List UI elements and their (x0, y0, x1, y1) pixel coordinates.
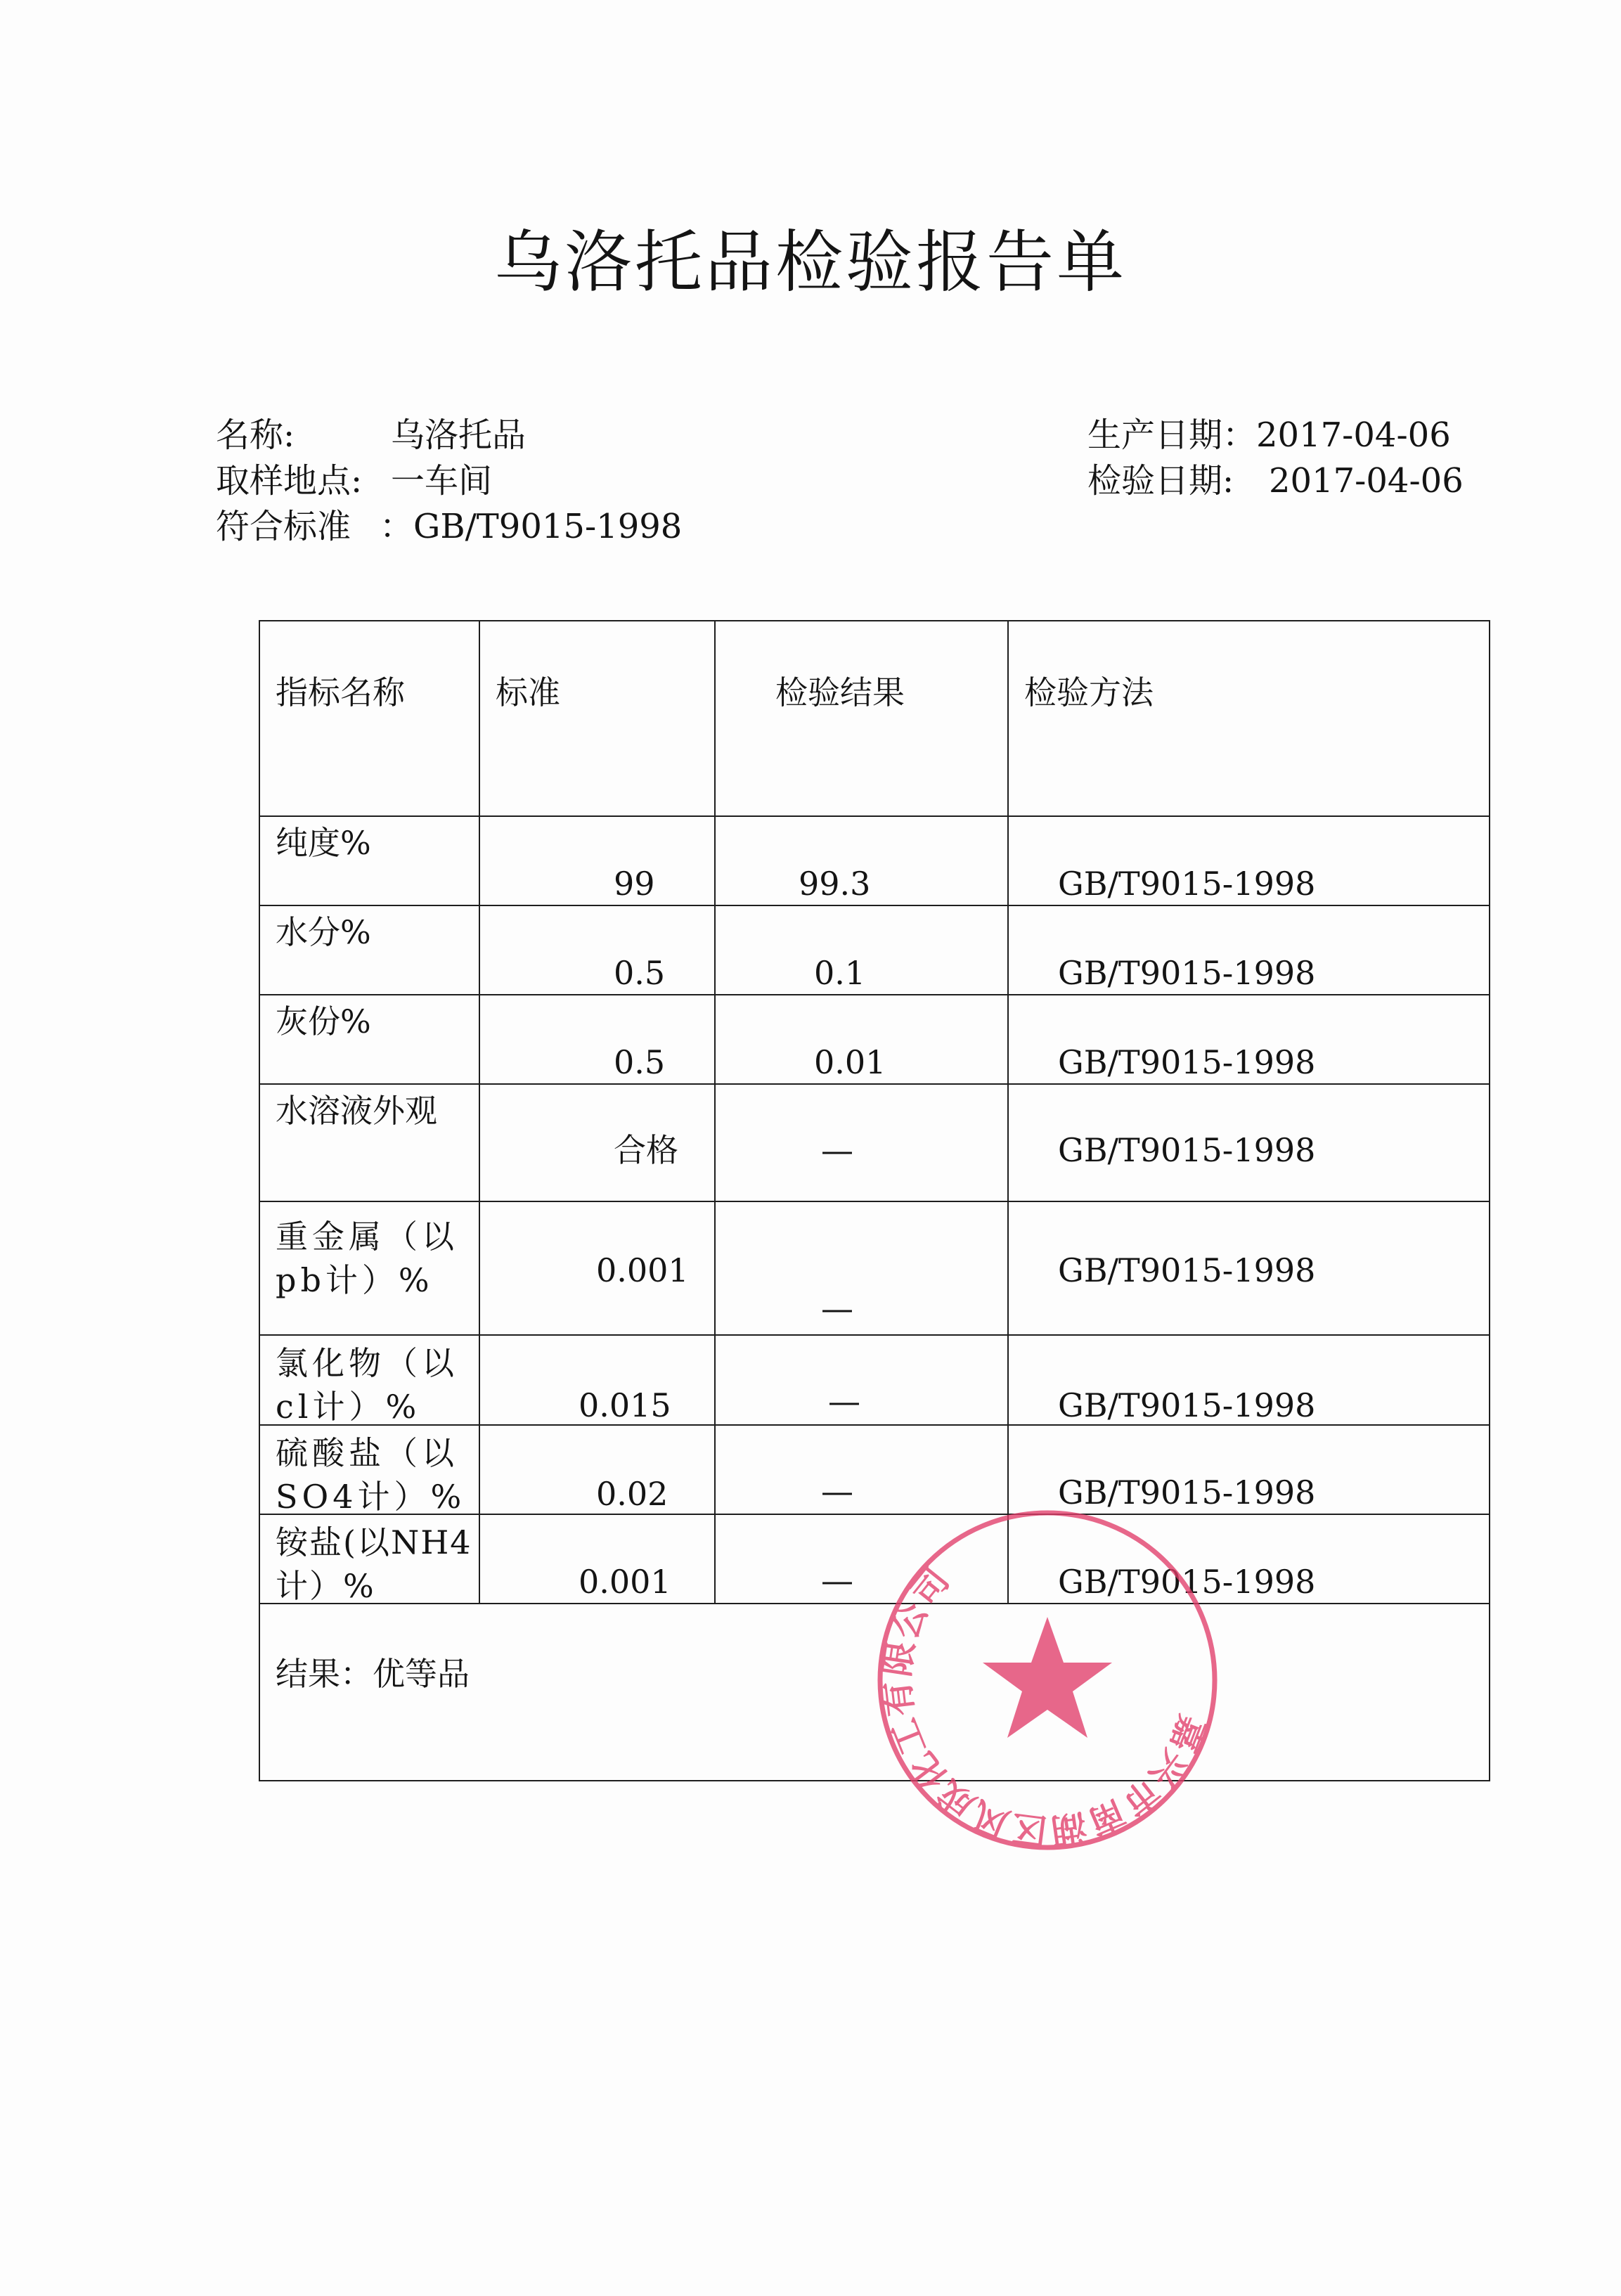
indicator-name: 铵盐(以NH4计）% (276, 1523, 472, 1605)
header-standard-cell (479, 621, 715, 816)
indicator-cell (259, 1514, 479, 1604)
result-cell (715, 1201, 1008, 1335)
standard-value: 合格 (614, 1131, 678, 1169)
table-header-row (259, 621, 1490, 816)
indicator-name: 硫酸盐（以SO4计）% (276, 1434, 466, 1516)
standard-cell (479, 1335, 715, 1425)
indicator-name: 氯化物（以cl计）% (276, 1344, 458, 1426)
standard-cell (479, 1514, 715, 1604)
standard-value: 0.02 (596, 1475, 669, 1513)
result-cell (715, 1084, 1008, 1201)
method-value: GB/T9015-1998 (1058, 954, 1316, 992)
standard-cell (479, 816, 715, 905)
method-cell (1008, 1201, 1490, 1335)
method-cell (1008, 1514, 1490, 1604)
standard-cell (479, 1201, 715, 1335)
header-result: 检验结果 (775, 673, 905, 711)
table-row (259, 905, 1490, 995)
site-label: 取样地点: (216, 461, 363, 501)
indicator-cell (259, 995, 479, 1084)
method-value: GB/T9015-1998 (1058, 1251, 1316, 1289)
method-value: GB/T9015-1998 (1058, 1131, 1316, 1169)
header-method: 检验方法 (1024, 673, 1154, 711)
table-row (259, 816, 1490, 905)
indicator-cell (259, 816, 479, 905)
indicator-name: 水溶液外观 (276, 1092, 437, 1130)
indicator-cell (259, 1425, 479, 1514)
result-value: — (821, 1289, 853, 1327)
indicator-cell (259, 1201, 479, 1335)
report-title: 乌洛托品检验报告单 (494, 223, 1127, 302)
inspection-date-value: 2017-04-06 (1269, 461, 1464, 501)
standard-value: 0.5 (614, 954, 666, 992)
standard-cell (479, 1084, 715, 1201)
name-label: 名称: (216, 415, 295, 455)
method-value: GB/T9015-1998 (1058, 865, 1316, 903)
method-cell (1008, 1335, 1490, 1425)
indicator-cell (259, 1335, 479, 1425)
standard-value: 99 (614, 865, 655, 903)
indicator-name: 灰份% (276, 1002, 371, 1040)
method-cell (1008, 905, 1490, 995)
name-value: 乌洛托品 (391, 415, 527, 455)
standard-value: 0.5 (614, 1043, 666, 1081)
method-cell (1008, 1425, 1490, 1514)
method-cell (1008, 1084, 1490, 1201)
indicator-cell (259, 1084, 479, 1201)
inspection-table (259, 620, 1490, 1781)
inspection-date-label: 检验日期: (1087, 461, 1234, 501)
header-standard: 标准 (496, 673, 560, 711)
indicator-name: 水分% (276, 913, 371, 951)
result-value: — (821, 1561, 853, 1599)
table-row (259, 1084, 1490, 1201)
result-cell (715, 995, 1008, 1084)
site-value: 一车间 (391, 461, 493, 501)
table-row (259, 995, 1490, 1084)
result-value: 99.3 (799, 865, 871, 903)
result-value: 0.01 (814, 1043, 886, 1081)
conclusion-row (259, 1604, 1490, 1781)
method-value: GB/T9015-1998 (1058, 1473, 1316, 1511)
table-row (259, 1514, 1490, 1604)
seal-text: 嘉兴市南湖区风成化工有限公司 (876, 1559, 1213, 1852)
result-value: — (828, 1382, 860, 1420)
header-indicator: 指标名称 (276, 673, 405, 711)
method-value: GB/T9015-1998 (1058, 1563, 1316, 1601)
conclusion-cell (259, 1604, 1490, 1781)
conclusion-text: 结果：优等品 (276, 1655, 470, 1693)
standard-value: 0.001 (579, 1563, 671, 1601)
standard-label: 符合标准 (216, 507, 351, 546)
result-cell (715, 1335, 1008, 1425)
production-date-value: 2017-04-06 (1256, 415, 1451, 455)
indicator-name: 纯度% (276, 824, 371, 862)
table-row (259, 1335, 1490, 1425)
standard-value: ：GB/T9015-1998 (380, 507, 683, 546)
method-value: GB/T9015-1998 (1058, 1043, 1316, 1081)
result-cell (715, 1514, 1008, 1604)
header-result-cell (715, 621, 1008, 816)
indicator-name: 重金属（以pb计）% (276, 1218, 458, 1299)
table-row (259, 1201, 1490, 1335)
standard-cell (479, 905, 715, 995)
method-cell (1008, 816, 1490, 905)
standard-value: 0.015 (579, 1386, 671, 1424)
result-cell (715, 816, 1008, 905)
result-cell (715, 905, 1008, 995)
header-indicator-cell (259, 621, 479, 816)
result-value: — (821, 1472, 853, 1510)
production-date-label: 生产日期： (1087, 415, 1257, 455)
indicator-cell (259, 905, 479, 995)
method-cell (1008, 995, 1490, 1084)
result-cell (715, 1425, 1008, 1514)
table-row (259, 1425, 1490, 1514)
header-method-cell (1008, 621, 1490, 816)
method-value: GB/T9015-1998 (1058, 1386, 1316, 1424)
result-value: — (821, 1131, 853, 1169)
standard-value: 0.001 (596, 1251, 689, 1289)
result-value: 0.1 (814, 954, 866, 992)
standard-cell (479, 995, 715, 1084)
standard-cell (479, 1425, 715, 1514)
